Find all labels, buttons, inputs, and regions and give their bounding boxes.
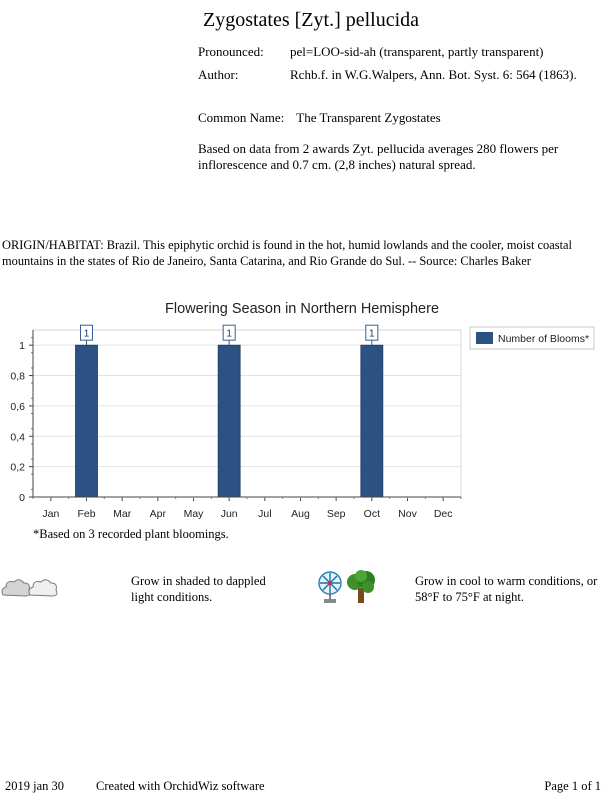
bar-feb xyxy=(76,345,98,497)
flowering-chart xyxy=(0,295,605,525)
data-label: 1 xyxy=(83,328,90,340)
bar-jun xyxy=(218,345,240,497)
pronounced-label: Pronounced: xyxy=(198,44,264,59)
y-tick-label: 0 xyxy=(19,492,25,504)
legend-swatch xyxy=(476,332,493,344)
cloud-icon xyxy=(0,576,62,600)
x-tick-label: Dec xyxy=(433,508,453,520)
x-tick-label: May xyxy=(183,508,204,520)
fan-icon xyxy=(316,570,344,604)
common-name-label: Common Name: xyxy=(198,110,285,125)
common-name xyxy=(198,110,441,126)
chart-footnote: *Based on 3 recorded plant bloomings. xyxy=(33,527,229,541)
data-label: 1 xyxy=(369,328,375,340)
chart-legend xyxy=(470,327,594,349)
x-tick-label: Nov xyxy=(398,508,417,520)
author-value: Rchb.f. in W.G.Walpers, Ann. Bot. Syst. 6: 564 (1863). xyxy=(290,67,577,82)
footer-page: Page 1 of 1 xyxy=(544,779,601,793)
page-title: Zygostates [Zyt.] pellucida xyxy=(203,9,420,31)
footer-created: Created with OrchidWiz software xyxy=(96,779,265,793)
origin-habitat: ORIGIN/HABITAT: Brazil. This epiphytic orchid is found in the hot, humid lowlands and the cooler, moist coastal mountains in the states of Rio de Janeiro, Santa Catarina, and Rio Grande do Sul. -- Source: Charles Baker xyxy=(2,238,572,268)
footer-date: 2019 jan 30 xyxy=(5,779,65,793)
y-tick-label: 0,8 xyxy=(10,370,25,383)
x-tick-label: Jun xyxy=(220,508,238,520)
legend-label: Number of Blooms* xyxy=(498,333,590,345)
x-tick-label: Aug xyxy=(291,508,310,520)
light-conditions-text: Grow in shaded to dappled light conditions. xyxy=(131,574,266,604)
x-tick-label: Oct xyxy=(363,508,381,520)
temperature-conditions-text: Grow in cool to warm conditions, or 58°F to 75°F at night. xyxy=(415,574,598,604)
x-tick-label: Sep xyxy=(326,508,346,520)
chart-title: Flowering Season in Northern Hemisphere xyxy=(164,301,440,317)
x-tick-label: Jan xyxy=(42,508,60,520)
y-tick-label: 0,2 xyxy=(10,461,25,474)
data-label: 1 xyxy=(226,328,232,340)
x-tick-label: Feb xyxy=(77,508,96,520)
y-tick-labels xyxy=(10,340,25,504)
x-tick-label: Mar xyxy=(113,508,132,520)
x-tick-label: Apr xyxy=(149,508,167,520)
common-name-value: The Transparent Zygostates xyxy=(296,110,441,125)
x-tick-label: Jul xyxy=(258,508,272,520)
author-label: Author: xyxy=(198,67,239,82)
award-summary: Based on data from 2 awards Zyt. pellucida averages 280 flowers per inflorescence and 0.7 cm. (2,8 inches) natural spread. xyxy=(198,141,559,172)
y-tick-label: 1 xyxy=(19,340,25,353)
x-tick-labels xyxy=(42,508,452,520)
bar-oct xyxy=(361,345,383,497)
tree-icon xyxy=(345,570,377,604)
y-tick-label: 0,6 xyxy=(10,400,25,413)
pronounced-value: pel=LOO-sid-ah (transparent, partly transparent) xyxy=(290,44,544,59)
y-tick-label: 0,4 xyxy=(10,431,25,444)
